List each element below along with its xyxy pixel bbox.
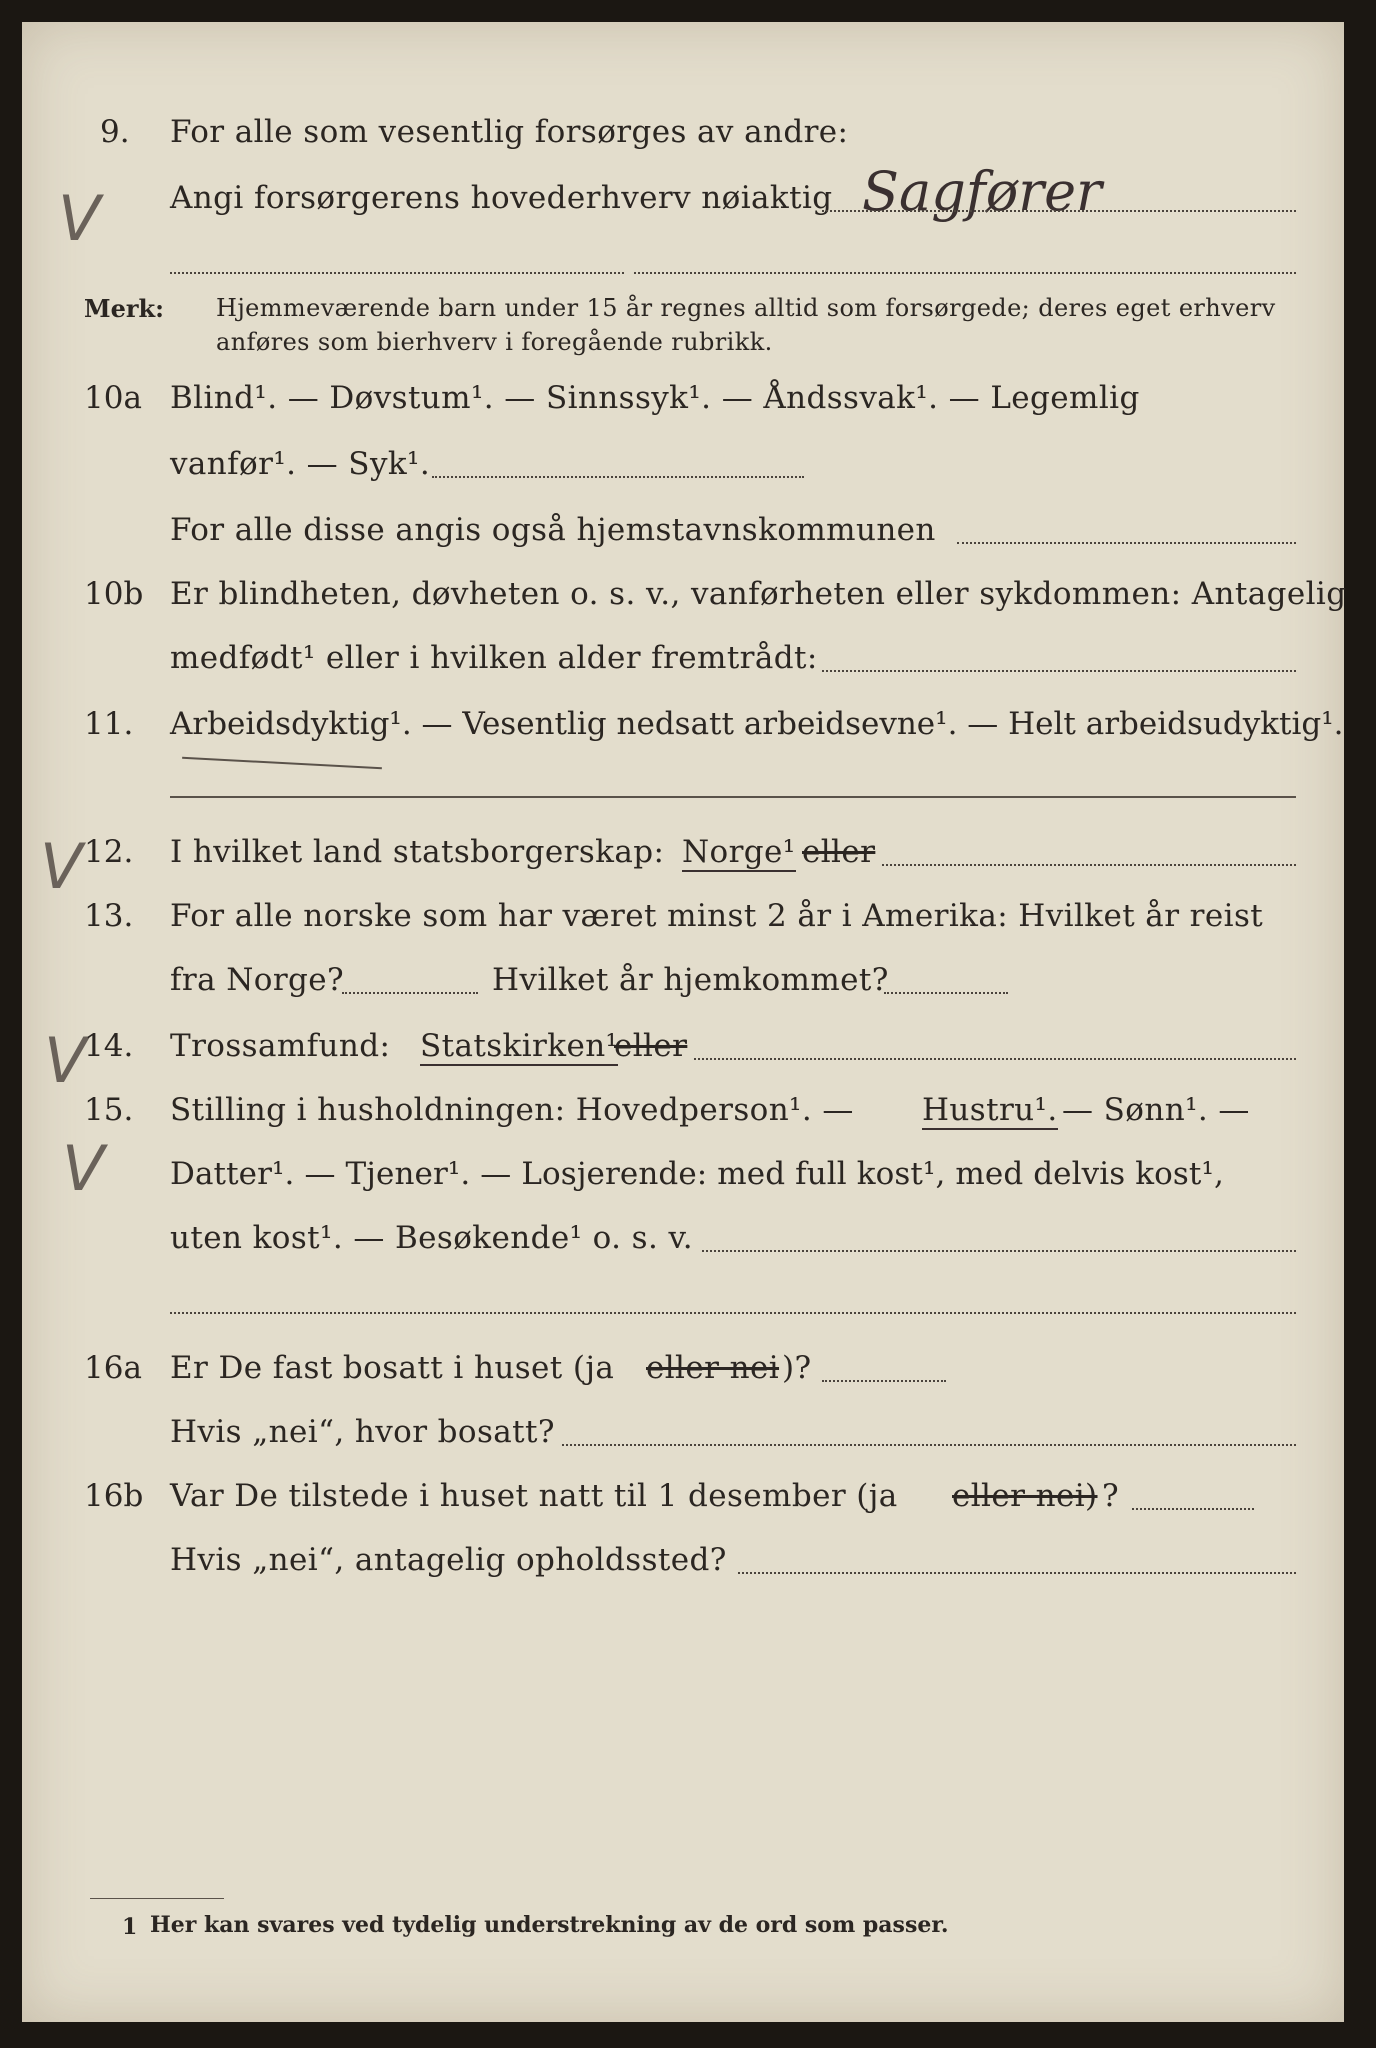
footnote-mark: 1	[122, 1914, 138, 1940]
q13-returned-line[interactable]	[884, 992, 1008, 994]
q16b-number: 16b	[84, 1478, 144, 1514]
q16a-struck-eller-nei: eller nei	[646, 1350, 780, 1386]
q14-struck-eller: eller	[614, 1028, 688, 1064]
q12-struck-eller: eller	[802, 834, 876, 870]
q16b-answer-line[interactable]	[1132, 1508, 1254, 1510]
q11-number: 11.	[84, 706, 134, 742]
q16a-line1a: Er De fast bosatt i huset (ja	[170, 1350, 615, 1386]
q10b-age-line[interactable]	[822, 670, 1296, 672]
merk-line2: anføres som bierhverv i foregående rubrikk.	[216, 328, 773, 356]
q13-line2a: fra Norge?	[170, 962, 345, 998]
q13-line2b: Hvilket år hjemkommet?	[492, 962, 889, 998]
q11-underline-mark	[182, 757, 382, 769]
footnote-rule	[90, 1898, 224, 1899]
footnote-text: Her kan svares ved tydelig understrekning av de ord som passer.	[150, 1912, 949, 1938]
q9-extra-line-a[interactable]	[170, 272, 624, 274]
q9-answer-line[interactable]	[822, 210, 1296, 212]
q12-text: I hvilket land statsborgerskap:	[170, 834, 665, 870]
q10b-line2: medfødt¹ eller i hvilken alder fremtrådt:	[170, 640, 818, 676]
q15-line2: Datter¹. — Tjener¹. — Losjerende: med full kost¹, med delvis kost¹,	[170, 1156, 1224, 1192]
merk-line1: Hjemmeværende barn under 15 år regnes alltid som forsørgede; deres eget erhverv	[216, 294, 1276, 322]
q10a-number: 10a	[84, 380, 142, 416]
q16a-line1b: )?	[782, 1350, 812, 1386]
q16b-line2: Hvis „nei“, antagelig opholdssted?	[170, 1542, 727, 1578]
q16b-line1a: Var De tilstede i huset natt til 1 desember (ja	[170, 1478, 898, 1514]
q11-line1: Arbeidsdyktig¹. — Vesentlig nedsatt arbeidsevne¹. — Helt arbeidsudyktig¹.	[170, 706, 1344, 742]
q9-handwritten-answer: Sagfører	[862, 160, 1102, 223]
q16a-answer-line[interactable]	[822, 1380, 946, 1382]
q10a-line3: For alle disse angis også hjemstavnskommunen	[170, 512, 936, 548]
q10a-line1: Blind¹. — Døvstum¹. — Sinnssyk¹. — Åndssvak¹. — Legemlig	[170, 380, 1140, 416]
q12-number: 12.	[84, 834, 134, 870]
checkmark-icon: V	[44, 1024, 87, 1097]
q10b-number: 10b	[84, 576, 144, 612]
q16a-line2: Hvis „nei“, hvor bosatt?	[170, 1414, 555, 1450]
q13-line1: For alle norske som har været minst 2 år i Amerika: Hvilket år reist	[170, 898, 1264, 934]
q10a-line2: vanfør¹. — Syk¹.	[170, 446, 431, 482]
q12-option-norge[interactable]: Norge¹	[682, 834, 796, 870]
q16b-struck-eller-nei: eller nei)	[952, 1478, 1098, 1514]
checkmark-icon: V	[40, 830, 83, 903]
q10b-line1: Er blindheten, døvheten o. s. v., vanførheten eller sykdommen: Antagelig	[170, 576, 1347, 612]
q14-option-statskirken[interactable]: Statskirken¹	[420, 1028, 619, 1064]
q16a-number: 16a	[84, 1350, 142, 1386]
merk-label: Merk:	[84, 294, 164, 323]
q10a-kommune-line[interactable]	[957, 542, 1296, 544]
checkmark-icon: V	[62, 1132, 105, 1205]
q12-answer-line[interactable]	[882, 864, 1296, 866]
q9-extra-line-b[interactable]	[634, 272, 1296, 274]
q16b-line1b: ?	[1102, 1478, 1120, 1514]
q10a-sick-line[interactable]	[432, 476, 804, 478]
q9-number: 9.	[100, 114, 130, 150]
q14-text: Trossamfund:	[170, 1028, 391, 1064]
q9-line1: For alle som vesentlig forsørges av andre:	[170, 114, 849, 150]
census-form-page	[22, 22, 1347, 2022]
q11-separator	[170, 796, 1296, 798]
checkmark-icon: V	[58, 182, 101, 255]
q16a-where-line[interactable]	[562, 1444, 1296, 1446]
q15-line1a: Stilling i husholdningen: Hovedperson¹. —	[170, 1092, 854, 1128]
q14-number: 14.	[84, 1028, 134, 1064]
q16b-whereabouts-line[interactable]	[738, 1572, 1296, 1574]
q15-extra-line[interactable]	[170, 1312, 1296, 1314]
q14-answer-line[interactable]	[694, 1058, 1296, 1060]
q15-option-hustru[interactable]: Hustru¹.	[922, 1092, 1058, 1128]
q15-line1c: — Sønn¹. —	[1062, 1092, 1250, 1128]
q15-answer-line[interactable]	[702, 1250, 1296, 1252]
q15-line3: uten kost¹. — Besøkende¹ o. s. v.	[170, 1220, 693, 1256]
q15-number: 15.	[84, 1092, 134, 1128]
q13-departed-line[interactable]	[342, 992, 478, 994]
q9-line2: Angi forsørgerens hovederhverv nøiaktig	[170, 180, 833, 216]
q13-number: 13.	[84, 898, 134, 934]
